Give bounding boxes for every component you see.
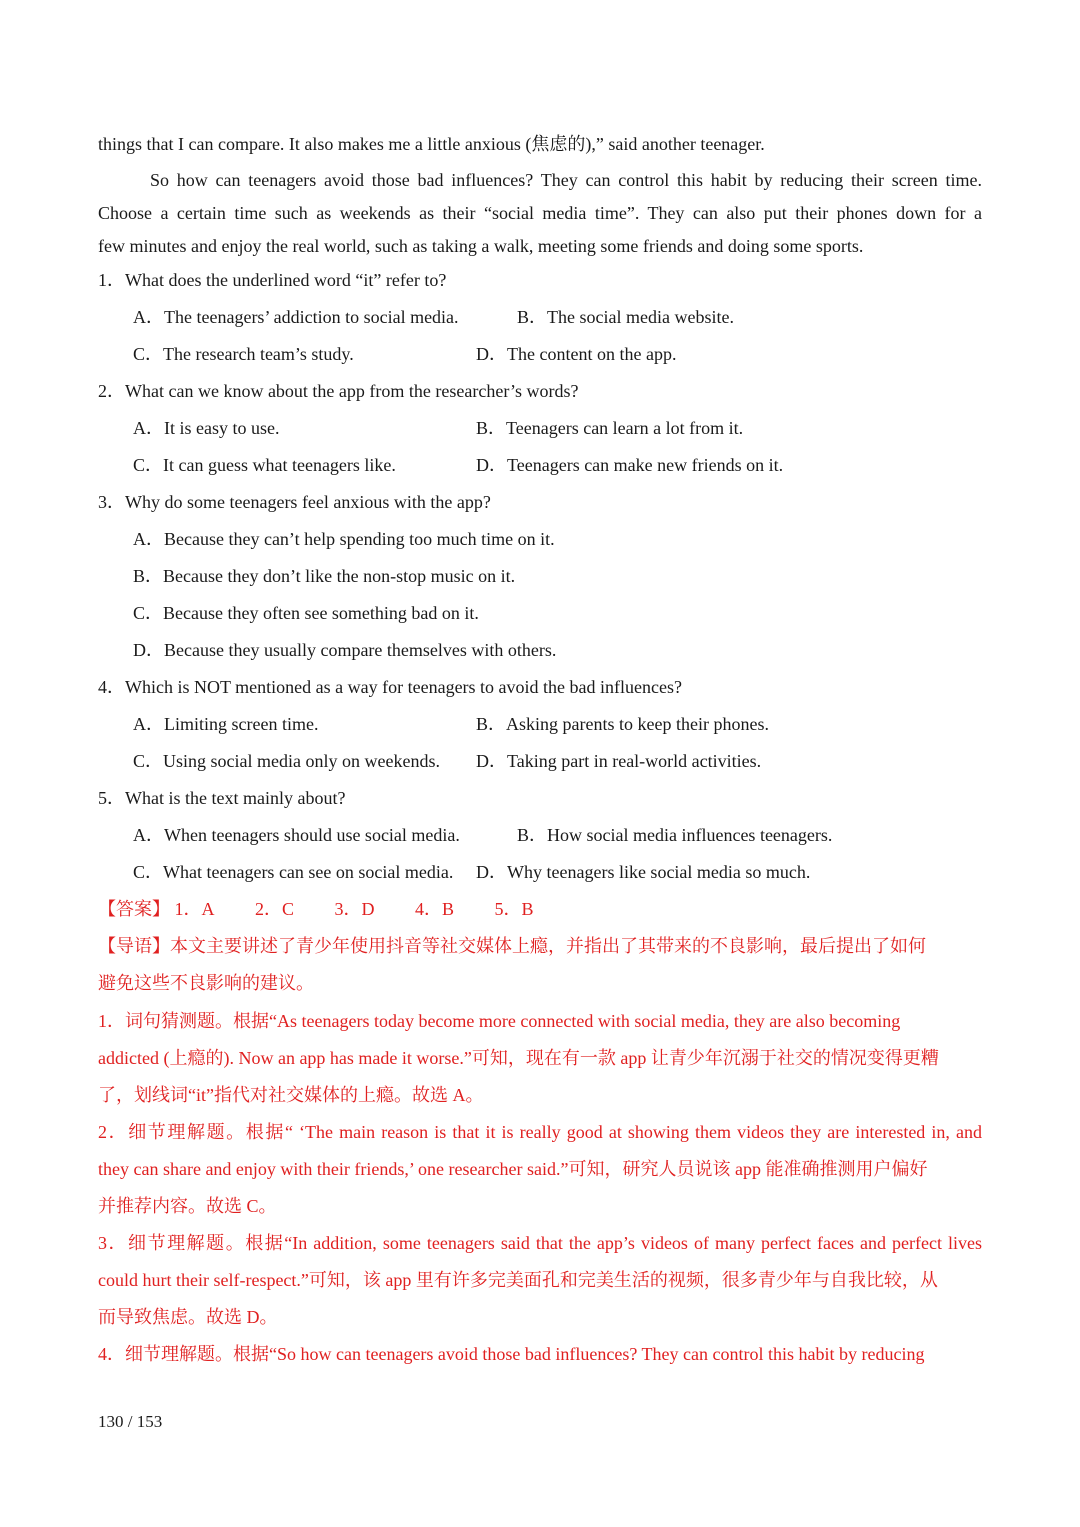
passage-line: few minutes and enjoy the real world, such as taking a walk, meeting some friends and doing some sports. xyxy=(98,236,864,256)
explanation-line: 而导致焦虑。故选 D。 xyxy=(98,1307,278,1327)
answer-label: 【答案】 xyxy=(98,899,170,919)
option-a: A．Limiting screen time. xyxy=(133,714,319,734)
explanation-line: 并推荐内容。故选 C。 xyxy=(98,1196,277,1216)
option-b: B．Because they don’t like the non-stop music on it. xyxy=(133,566,516,586)
explanation-line: 3．细节理解题。根据“In addition, some teenagers said that the app’s videos of many perfect faces and perfect lives xyxy=(98,1233,982,1253)
explanation-line: could hurt their self-respect.”可知，该 app 里有许多完美面孔和完美生活的视频，很多青少年与自我比较，从 xyxy=(98,1270,938,1290)
question-stem: 1．What does the underlined word “it” refer to? xyxy=(98,270,447,290)
explanation-line: addicted (上瘾的). Now an app has made it worse.”可知，现在有一款 app 让青少年沉溺于社交的情况变得更糟 xyxy=(98,1048,939,1068)
passage-line: So how can teenagers avoid those bad influences? They can control this habit by reducing their screen time. xyxy=(150,170,982,190)
option-c: C．Using social media only on weekends. xyxy=(133,751,440,771)
option-d: D．The content on the app. xyxy=(476,344,677,364)
explanation-line: 2．细节理解题。根据“ ‘The main reason is that it is really good at showing them videos they are interested in, and xyxy=(98,1122,982,1142)
answer-item: 3．D xyxy=(334,899,375,919)
passage-line: things that I can compare. It also makes me a little anxious (焦虑的),” said another teenager. xyxy=(98,134,765,154)
answer-item: 4．B xyxy=(415,899,455,919)
explanation-line: 了，划线词“it”指代对社交媒体的上瘾。故选 A。 xyxy=(98,1085,484,1105)
page-number: 130 / 153 xyxy=(98,1412,163,1431)
option-b: B．Teenagers can learn a lot from it. xyxy=(476,418,744,438)
option-c: C．It can guess what teenagers like. xyxy=(133,455,396,475)
option-a: A．When teenagers should use social media. xyxy=(133,825,460,845)
option-c: C．Because they often see something bad on it. xyxy=(133,603,479,623)
answer-key xyxy=(98,897,570,921)
passage-line: Choose a certain time such as weekends as their “social media time”. They can also put their phones down for a xyxy=(98,203,982,223)
option-d: D．Taking part in real-world activities. xyxy=(476,751,762,771)
question-stem: 5．What is the text mainly about? xyxy=(98,788,346,808)
option-b: B．How social media influences teenagers. xyxy=(517,825,833,845)
option-d: D．Teenagers can make new friends on it. xyxy=(476,455,784,475)
answer-item: 2．C xyxy=(255,899,295,919)
option-a: A．It is easy to use. xyxy=(133,418,280,438)
option-d: D．Why teenagers like social media so much. xyxy=(476,862,811,882)
answer-item: 1．A xyxy=(174,899,215,919)
option-c: C．What teenagers can see on social media. xyxy=(133,862,454,882)
question-stem: 4．Which is NOT mentioned as a way for teenagers to avoid the bad influences? xyxy=(98,677,682,697)
explanation-line: they can share and enjoy with their friends,’ one researcher said.”可知，研究人员说该 app 能准确推测用户偏好 xyxy=(98,1159,928,1179)
option-d: D．Because they usually compare themselves with others. xyxy=(133,640,557,660)
option-b: B．The social media website. xyxy=(517,307,734,327)
answer-item: 5．B xyxy=(494,899,534,919)
question-stem: 2．What can we know about the app from the researcher’s words? xyxy=(98,381,579,401)
guide-line: 【导语】本文主要讲述了青少年使用抖音等社交媒体上瘾，并指出了其带来的不良影响，最后提出了如何 xyxy=(98,936,926,956)
option-a: A．The teenagers’ addiction to social media. xyxy=(133,307,459,327)
question-stem: 3．Why do some teenagers feel anxious with the app? xyxy=(98,492,491,512)
option-b: B．Asking parents to keep their phones. xyxy=(476,714,769,734)
explanation-line: 4．细节理解题。根据“So how can teenagers avoid those bad influences? They can control this habit by reducing xyxy=(98,1344,925,1364)
guide-line: 避免这些不良影响的建议。 xyxy=(98,973,314,993)
option-a: A．Because they can’t help spending too much time on it. xyxy=(133,529,555,549)
explanation-line: 1．词句猜测题。根据“As teenagers today become more connected with social media, they are also becoming xyxy=(98,1011,901,1031)
option-c: C．The research team’s study. xyxy=(133,344,354,364)
